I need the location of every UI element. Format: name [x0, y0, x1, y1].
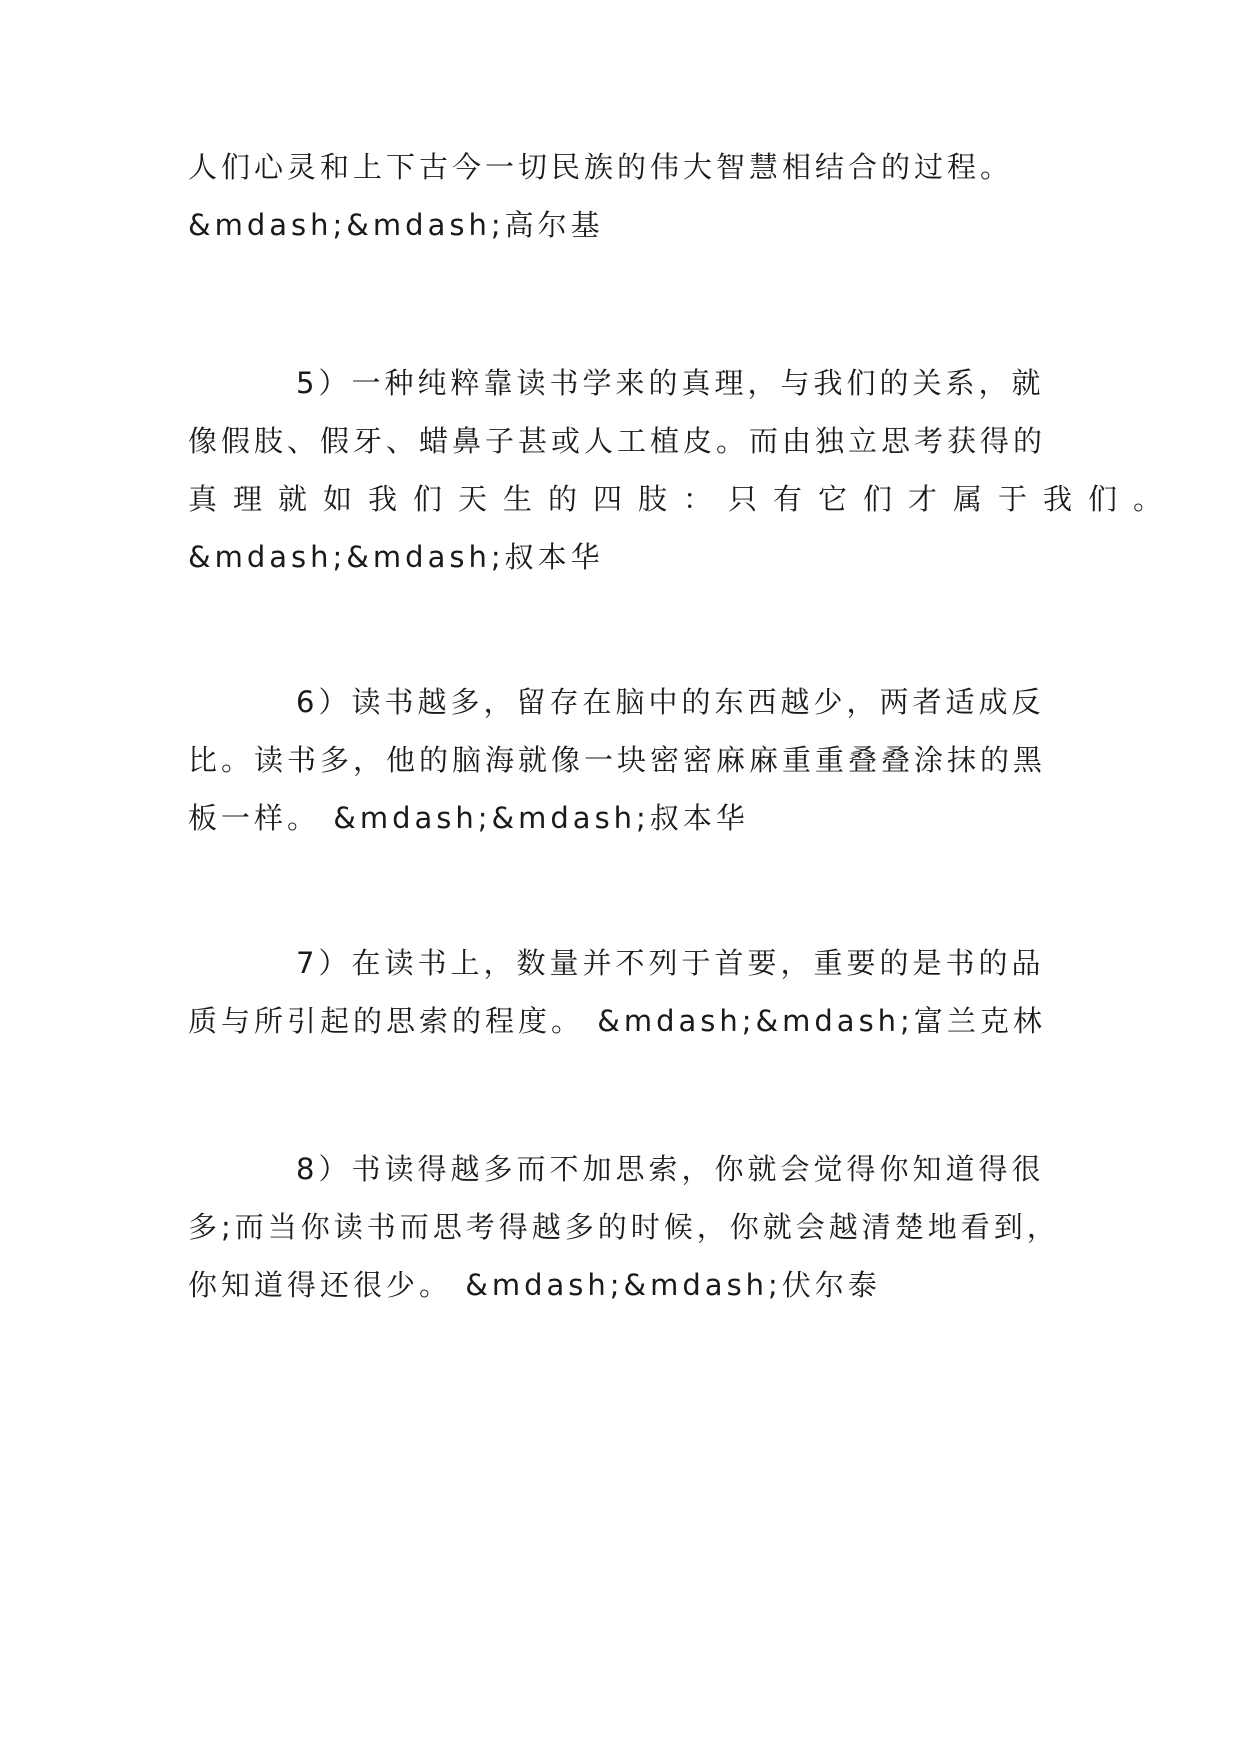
text-line: 8）书读得越多而不加思索，你就会觉得你知道得很	[296, 1152, 1045, 1186]
text-line: 7）在读书上，数量并不列于首要，重要的是书的品	[296, 946, 1045, 980]
text-line: 真理就如我们天生的四肢：只有它们才属于我们。	[188, 482, 1179, 516]
text-line: 人们心灵和上下古今一切民族的伟大智慧相结合的过程。	[188, 150, 1014, 184]
text-line: 多;而当你读书而思考得越多的时候，你就会越清楚地看到，	[188, 1210, 1060, 1244]
text-line: 6）读书越多，留存在脑中的东西越少，两者适成反	[296, 685, 1045, 719]
text-line: 质与所引起的思索的程度。 &mdash;&mdash;富兰克林	[188, 1004, 1046, 1038]
attribution-line: &mdash;&mdash;叔本华	[188, 540, 604, 574]
text-line: 你知道得还很少。 &mdash;&mdash;伏尔泰	[188, 1268, 881, 1302]
text-line: 板一样。 &mdash;&mdash;叔本华	[188, 801, 749, 835]
text-line: 像假肢、假牙、蜡鼻子甚或人工植皮。而由独立思考获得的	[188, 424, 1047, 458]
attribution-line: &mdash;&mdash;高尔基	[188, 208, 604, 242]
text-line: 比。读书多，他的脑海就像一块密密麻麻重重叠叠涂抹的黑	[188, 743, 1047, 777]
text-line: 5）一种纯粹靠读书学来的真理，与我们的关系，就	[296, 366, 1045, 400]
